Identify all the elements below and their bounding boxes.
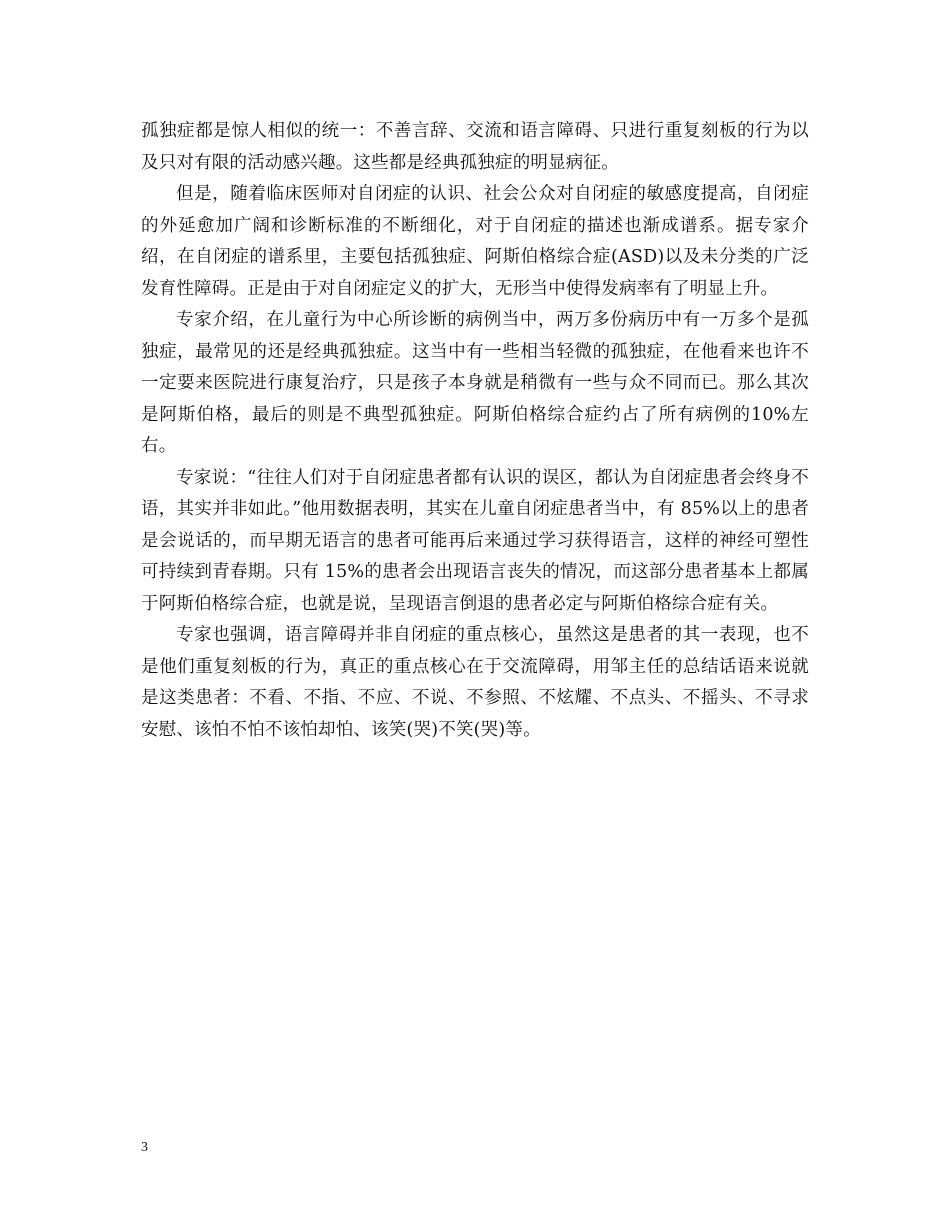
document-body	[141, 116, 809, 746]
page-number: 3	[141, 1140, 148, 1155]
paragraph-4: 专家说：“往往人们对于自闭症患者都有认识的误区，都认为自闭症患者会终身不语，其实并非如此。”他用数据表明，其实在儿童自闭症患者当中，有 85%以上的患者是会说话的，而早期无语言的患者可能再后来通过学习获得语言，这样的神经可塑性可持续到青春期。只有 15%的患者会出现语言丧失的情况，而这部分患者基本上都属于阿斯伯格综合症，也就是说，呈现语言倒退的患者必定与阿斯伯格综合症有关。	[141, 467, 809, 614]
paragraph-3: 专家介绍，在儿童行为中心所诊断的病例当中，两万多份病历中有一万多个是孤独症，最常见的还是经典孤独症。这当中有一些相当轻微的孤独症，在他看来也许不一定要来医院进行康复治疗，只是孩子本身就是稍微有一些与众不同而已。那么其次是阿斯伯格，最后的则是不典型孤独症。阿斯伯格综合症约占了所有病例的10%左右。	[141, 310, 809, 456]
paragraph-5: 专家也强调，语言障碍并非自闭症的重点核心，虽然这是患者的其一表现，也不是他们重复刻板的行为，真正的重点核心在于交流障碍，用邹主任的总结话语来说就是这类患者：不看、不指、不应、不说、不参照、不炫耀、不点头、不摇头、不寻求安慰、该怕不怕不该怕却怕、该笑(哭)不笑(哭)等。	[141, 625, 809, 740]
paragraph-2: 但是，随着临床医师对自闭症的认识、社会公众对自闭症的敏感度提高，自闭症的外延愈加广阔和诊断标准的不断细化，对于自闭症的描述也渐成谱系。据专家介绍，在自闭症的谱系里，主要包括孤独症、阿斯伯格综合症(ASD)以及未分类的广泛发育性障碍。正是由于对自闭症定义的扩大，无形当中使得发病率有了明显上升。	[141, 184, 809, 299]
paragraph-1: 孤独症都是惊人相似的统一：不善言辞、交流和语言障碍、只进行重复刻板的行为以及只对有限的活动感兴趣。这些都是经典孤独症的明显病征。	[141, 121, 809, 173]
